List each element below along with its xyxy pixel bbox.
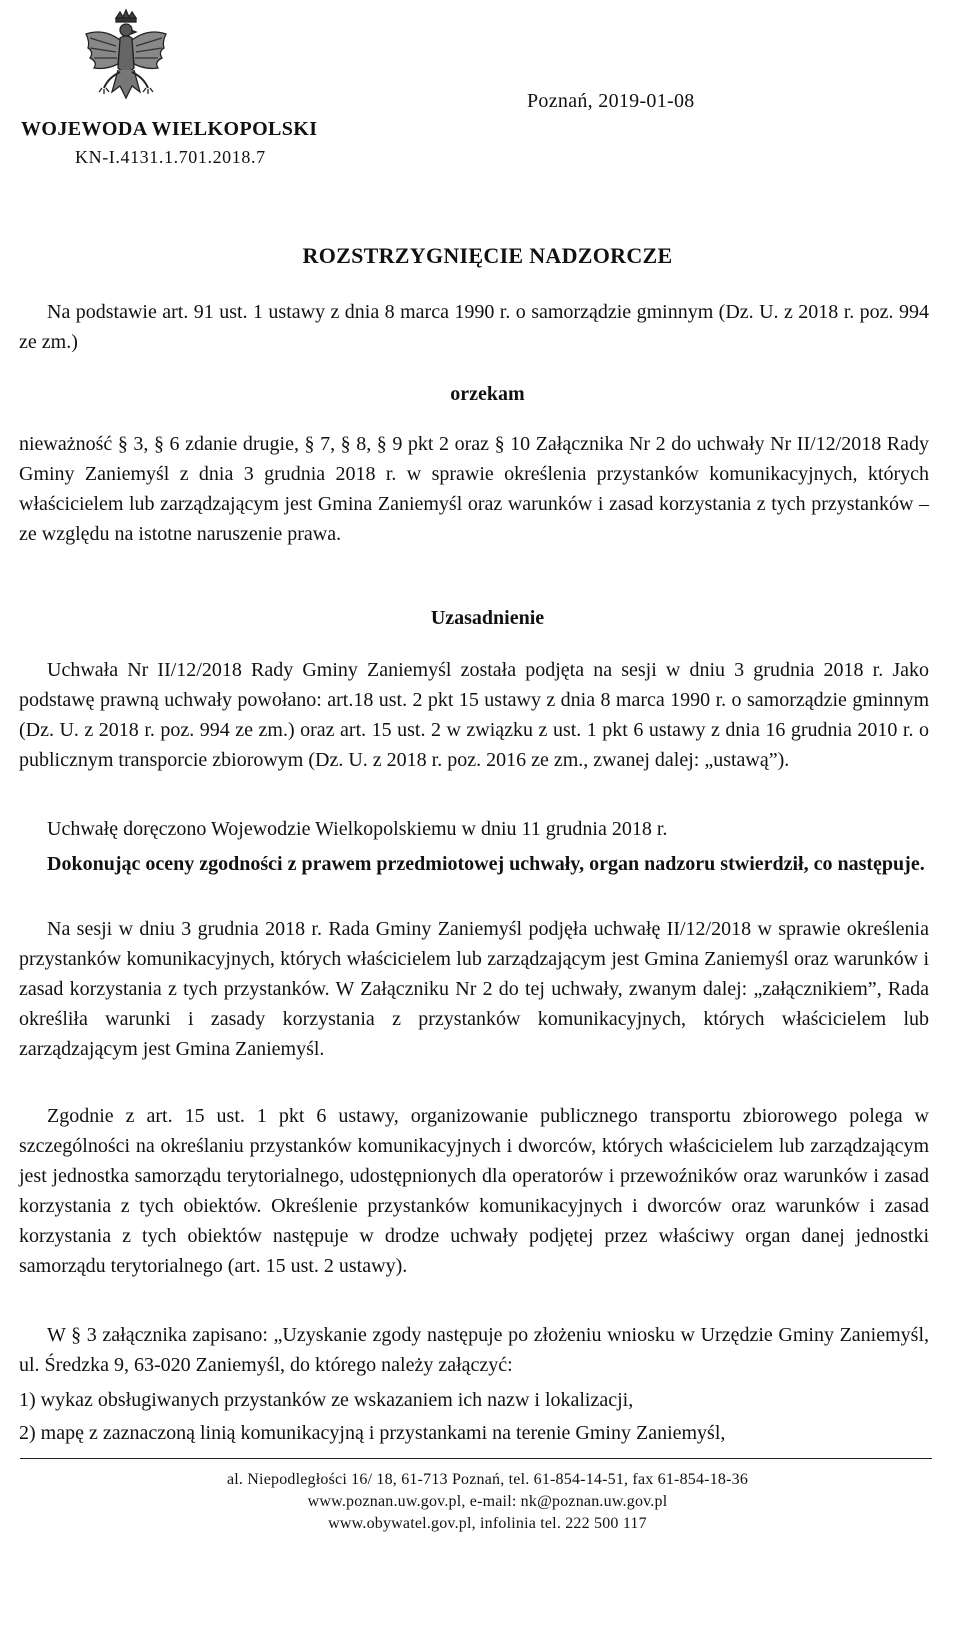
issuer-name: WOJEWODA WIELKOPOLSKI xyxy=(21,118,318,140)
list-item: 1) wykaz obsługiwanych przystanków ze wskazaniem ich nazw i lokalizacji, xyxy=(19,1389,634,1411)
ruling-heading: orzekam xyxy=(450,383,525,405)
justification-paragraph-5: Zgodnie z art. 15 ust. 1 pkt 6 ustawy, organizowanie publicznego transportu zbiorowego polega w szczególności na określaniu przystanków komunikacyjnych i dworców, których właścicielem lub zarządzającym jest jednostka samorządu terytorialnego, udostępnionych dla operatorów i przewoźników oraz warunków i zasad korzystania z tych obiektów. Określenie przystanków komunikacyjnych i dworców oraz warunków i zasad korzystania z tych obiektów następuje w drodze uchwały podjętej przez właściwy organ danej jednostki samorządu terytorialnego (art. 15 ust. 2 ustawy). xyxy=(19,1105,929,1277)
case-signature: KN-I.4131.1.701.2018.7 xyxy=(75,147,266,167)
polish-eagle-emblem-icon xyxy=(78,8,174,112)
ruling-paragraph: nieważność § 3, § 6 zdanie drugie, § 7, § 8, § 9 pkt 2 oraz § 10 Załącznika Nr 2 do uchwały Nr II/12/2018 Rady Gminy Zaniemyśl z dnia 3 grudnia 2018 r. w sprawie określenia przystanków komunikacyjnych, których właścicielem lub zarządzającym jest Gmina Zaniemyśl oraz warunków i zasad korzystania z tych przystanków – ze względu na istotne naruszenie prawa. xyxy=(19,433,929,545)
footer-divider xyxy=(20,1458,932,1459)
place-date: Poznań, 2019-01-08 xyxy=(527,90,695,112)
footer-helpline: www.obywatel.gov.pl, infolinia tel. 222 500 117 xyxy=(328,1515,647,1532)
justification-paragraph-2: Uchwałę doręczono Wojewodzie Wielkopolskiemu w dniu 11 grudnia 2018 r. xyxy=(47,818,668,840)
footer-address: al. Niepodległości 16/ 18, 61-713 Poznań, tel. 61-854-14-51, fax 61-854-18-36 xyxy=(226,1471,749,1488)
justification-paragraph-4: Na sesji w dniu 3 grudnia 2018 r. Rada Gminy Zaniemyśl podjęła uchwałę II/12/2018 w sprawie określenia przystanków komunikacyjnych, których właścicielem lub zarządzającym jest Gmina Zaniemyśl oraz warunków i zasad korzystania z tych przystanków. W Załączniku Nr 2 do tej uchwały, zwanym dalej: „załącznikiem”, Rada określiła warunki i zasady korzystania z przystanków komunikacyjnych, których właścicielem lub zarządzającym jest Gmina Zaniemyśl. xyxy=(19,918,929,1060)
legal-basis-paragraph: Na podstawie art. 91 ust. 1 ustawy z dnia 8 marca 1990 r. o samorządzie gminnym (Dz. U. z 2018 r. poz. 994 ze zm.) xyxy=(19,301,929,353)
footer-web-email: www.poznan.uw.gov.pl, e-mail: nk@poznan.uw.gov.pl xyxy=(307,1493,668,1510)
justification-heading: Uzasadnienie xyxy=(430,607,545,629)
justification-paragraph-3: Dokonując oceny zgodności z prawem przedmiotowej uchwały, organ nadzoru stwierdził, co następuje. xyxy=(47,853,925,875)
document-title: ROZSTRZYGNIĘCIE NADZORCZE xyxy=(302,243,673,268)
justification-paragraph-6: W § 3 załącznika zapisano: „Uzyskanie zgody następuje po złożeniu wniosku w Urzędzie Gminy Zaniemyśl, ul. Średzka 9, 63-020 Zaniemyśl, do którego należy załączyć: xyxy=(19,1324,929,1376)
justification-paragraph-1: Uchwała Nr II/12/2018 Rady Gminy Zaniemyśl została podjęta na sesji w dniu 3 grudnia 2018 r. Jako podstawę prawną uchwały powołano: art.18 ust. 2 pkt 15 ustawy z dnia 8 marca 1990 r. o samorządzie gminnym (Dz. U. z 2018 r. poz. 994 ze zm.) oraz art. 15 ust. 2 w związku z ust. 1 pkt 6 ustawy z dnia 16 grudnia 2010 r. o publicznym transporcie zbiorowym (Dz. U. z 2018 r. poz. 2016 ze zm., zwanej dalej: „ustawą”). xyxy=(19,659,929,771)
list-item: 2) mapę z zaznaczoną linią komunikacyjną i przystankami na terenie Gminy Zaniemyśl, xyxy=(19,1422,726,1444)
